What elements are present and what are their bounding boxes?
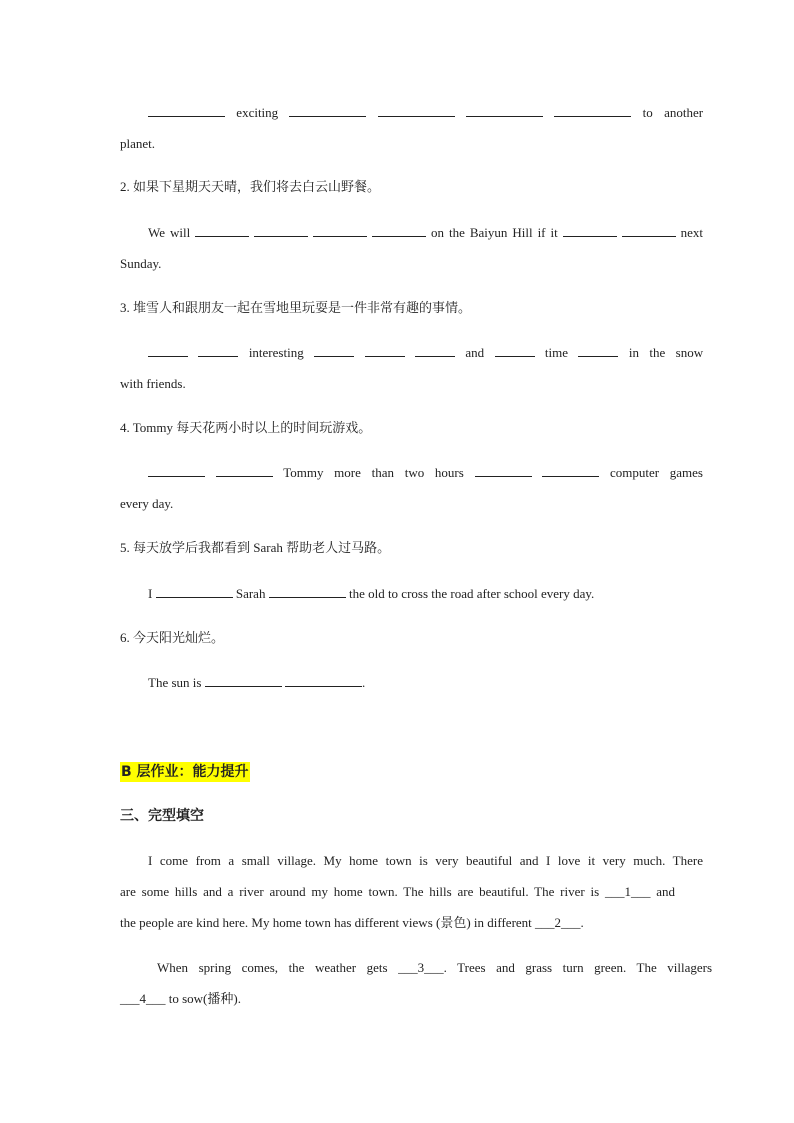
cloze-text: Trees and grass turn green. The villagers	[457, 960, 713, 975]
q4-text-end: computer games	[609, 465, 703, 480]
q2-prompt: 2. 如果下星期天天晴，我们将去白云山野餐。	[120, 179, 381, 194]
q3-text-interesting: interesting	[248, 345, 304, 360]
answer-blank[interactable]	[378, 104, 455, 117]
cloze-part-title: 三、完型填空	[120, 808, 204, 824]
cloze-blank-1[interactable]: ___1___	[604, 884, 651, 899]
q6-line1	[120, 667, 703, 698]
q2-text-middle: on the Baiyun Hill if it	[431, 225, 558, 240]
answer-blank[interactable]	[156, 585, 233, 598]
section-b-title: B 层作业：能力提升	[121, 764, 249, 780]
q1-line1	[120, 97, 703, 128]
q5-prompt: 5. 每天放学后我都看到 Sarah 帮助老人过马路。	[120, 540, 391, 555]
q5-text-sarah: Sarah	[235, 586, 266, 601]
q2-line2: Sunday.	[120, 256, 162, 271]
q5-text-end: the old to cross the road after school every day.	[348, 586, 595, 601]
answer-blank[interactable]	[216, 464, 273, 477]
q4-line2: every day.	[120, 496, 174, 511]
cloze-text: the people are kind here. My home town has different views (景色) in different	[120, 915, 532, 930]
answer-blank[interactable]	[148, 464, 205, 477]
cloze-blank-4[interactable]: ___4___	[120, 991, 166, 1006]
q4-prompt: 4. Tommy 每天花两小时以上的时间玩游戏。	[120, 420, 372, 435]
answer-blank[interactable]	[254, 224, 308, 237]
answer-blank[interactable]	[563, 224, 617, 237]
cloze-para2-line2	[120, 983, 675, 1014]
q1-line2: planet.	[120, 136, 156, 151]
q4-text-middle: Tommy more than two hours	[283, 465, 464, 480]
q1-text-exciting: exciting	[236, 105, 279, 120]
answer-blank[interactable]	[269, 585, 346, 598]
cloze-blank-3[interactable]: ___3___.	[398, 960, 447, 975]
q5-text-i: I	[148, 586, 153, 601]
cloze-para2-line1	[120, 952, 712, 983]
q2-line1	[120, 217, 703, 248]
cloze-para1-line3	[120, 907, 675, 938]
q3-text-and: and	[465, 345, 485, 360]
cloze-text: are some hills and a river around my home town. The hills are beautiful. The river is	[120, 884, 600, 899]
cloze-blank-2[interactable]: ___2___.	[535, 915, 584, 930]
answer-blank[interactable]	[415, 344, 455, 357]
cloze-para1-line2	[120, 876, 675, 907]
q4-line1	[120, 457, 703, 488]
answer-blank[interactable]	[314, 344, 354, 357]
cloze-text: When spring comes, the weather gets	[157, 960, 388, 975]
q2-text-end: next	[680, 225, 704, 240]
q6-prompt: 6. 今天阳光灿烂。	[120, 630, 225, 645]
answer-blank[interactable]	[475, 464, 532, 477]
answer-blank[interactable]	[313, 224, 367, 237]
cloze-text: and	[656, 884, 676, 899]
q3-prompt: 3. 堆雪人和跟朋友一起在雪地里玩耍是一件非常有趣的事情。	[120, 300, 472, 315]
answer-blank[interactable]	[466, 104, 543, 117]
answer-blank[interactable]	[205, 674, 282, 687]
q6-text-start: The sun is	[148, 675, 202, 690]
section-b-heading	[120, 762, 675, 782]
cloze-text: to sow(播种).	[168, 991, 241, 1006]
cloze-para1-line1: I come from a small village. My home town is very beautiful and I love it very much. There	[148, 853, 703, 868]
answer-blank[interactable]	[285, 674, 362, 687]
answer-blank[interactable]	[195, 224, 249, 237]
answer-blank[interactable]	[148, 104, 225, 117]
answer-blank[interactable]	[554, 104, 631, 117]
q2-text-start: We will	[148, 225, 191, 240]
answer-blank[interactable]	[495, 344, 535, 357]
q6-text-end: .	[361, 675, 366, 690]
q3-text-end: in the snow	[628, 345, 704, 360]
answer-blank[interactable]	[148, 344, 188, 357]
answer-blank[interactable]	[365, 344, 405, 357]
answer-blank[interactable]	[198, 344, 238, 357]
q1-text-end: to another	[642, 105, 704, 120]
q3-line2: with friends.	[120, 376, 186, 391]
q3-text-time: time	[544, 345, 569, 360]
q3-line1	[120, 337, 703, 368]
q5-line1	[120, 578, 703, 609]
answer-blank[interactable]	[542, 464, 599, 477]
answer-blank[interactable]	[578, 344, 618, 357]
answer-blank[interactable]	[289, 104, 366, 117]
answer-blank[interactable]	[622, 224, 676, 237]
answer-blank[interactable]	[372, 224, 426, 237]
